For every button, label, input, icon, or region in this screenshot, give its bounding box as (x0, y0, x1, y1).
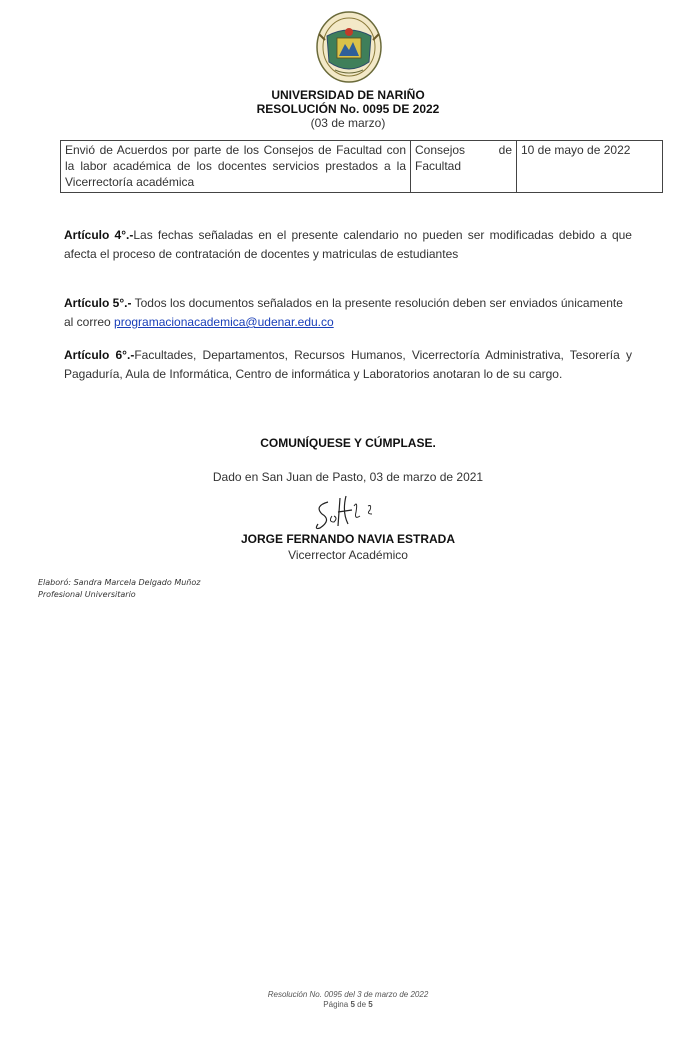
elaborated-role: Profesional Universitario (38, 590, 136, 599)
handwritten-signature (308, 492, 378, 536)
article-5 (64, 294, 632, 332)
article-4-text: Las fechas señaladas en el presente calendario no pueden ser modificadas debido a que afecta el proceso de contratación de docentes y matriculas de estudiantes (64, 228, 632, 261)
university-seal-logo (315, 10, 383, 84)
signer-name: JORGE FERNANDO NAVIA ESTRADA (240, 532, 455, 546)
article-4 (64, 226, 632, 264)
article-6-text: Facultades, Departamentos, Recursos Humanos, Vicerrectoría Administrativa, Tesorería y Pagaduría, Aula de Informática, Centro de informática y Laboratorios anotaran lo de su cargo. (64, 348, 632, 381)
page-current: 5 (350, 1000, 355, 1009)
calendar-table (60, 140, 663, 193)
university-name: UNIVERSIDAD DE NARIÑO (271, 88, 425, 102)
article-6-label: Artículo 6°.- (64, 348, 135, 362)
given-place-date: Dado en San Juan de Pasto, 03 de marzo de 2021 (212, 470, 484, 484)
elaborated-by: Elaboró: Sandra Marcela Delgado Muñoz (38, 578, 201, 587)
article-6 (64, 346, 632, 384)
page-separator: de (354, 1000, 369, 1009)
responsible-cell: Consejos de Facultad (411, 141, 517, 193)
article-5-text: Todos los documentos señalados en la presente resolución deben ser enviados únicamente al correo (64, 296, 623, 329)
article-5-label: Artículo 5°.- (64, 296, 132, 310)
resolution-date: (03 de marzo) (310, 116, 386, 130)
signer-title: Vicerrector Académico (288, 548, 408, 562)
table-row (61, 141, 663, 193)
deadline-cell: 10 de mayo de 2022 (517, 141, 663, 193)
page-total: 5 (368, 1000, 373, 1009)
footer-resolution: Resolución No. 0095 del 3 de marzo de 2022 (267, 990, 429, 999)
communique-text: COMUNÍQUESE Y CÚMPLASE. (260, 436, 436, 450)
activity-cell: Envió de Acuerdos por parte de los Consejos de Facultad con la labor académica de los docentes servicios prestados a la Vicerrectoría académica (61, 141, 411, 193)
resolution-number: RESOLUCIÓN No. 0095 DE 2022 (256, 102, 440, 116)
article-4-label: Artículo 4°.- (64, 228, 134, 242)
footer-page-number (0, 1000, 696, 1009)
page-prefix: Página (323, 1000, 351, 1009)
email-link[interactable]: programacionacademica@udenar.edu.co (114, 315, 334, 329)
